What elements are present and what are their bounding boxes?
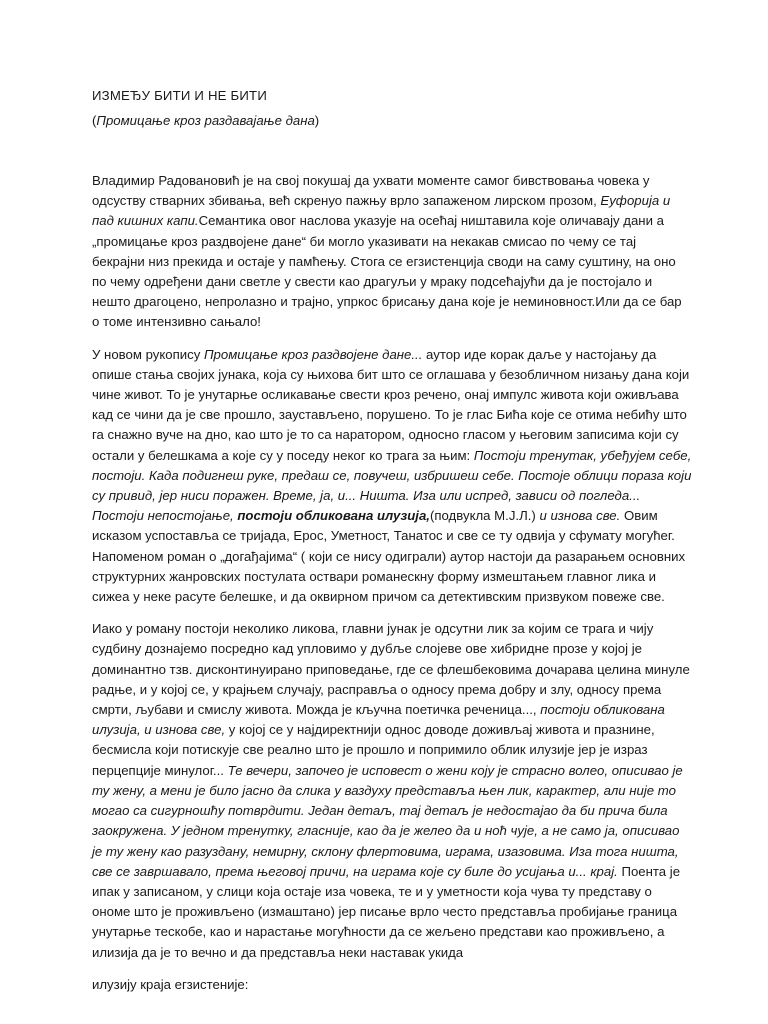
document-page — [92, 86, 692, 1007]
paragraph-2: У новом рукопису Промицање кроз раздвојене дане... аутор иде корак даље у настојању да опише стања својих јунака, која су њихова бит што се оглашава у безобличном низању дана који чине живот. То је унутарње осликавање свести кроз речено, онај импулс живота који оживљава кад се чини да је све прошло, заустављено, порушено. То је глас Бића које се отима небићу што га снажно вуче на дно, као што је то са наратором, односно гласом у његовим записима који су остали у белешкама а које су у поседу неког ко трага за њим: Постоји тренутак, убеђујем себе, постоји. Када подигнеш руке, предаш се, повучеш, избришеш себе. Постоје облици пораза који су привид, јер ниси поражен. Време, ја, и... Ништа. Иза или испред, зависи од погледа... Постоји непостојање, постоји обликована илузија,(подвукла М.Ј.Л.) и изнова све. Овим исказом успоставља се тријада, Ерос, Уметност, Танатос и све се ту одвија у сфумату могућег. Напоменом роман о „догађајима“ ( који се нису одиграли) аутор настоји да разарањем основних структурних жанровских постулата оствари романескну форму измештањем главног лика и сижеа у неке расуте белешке, и да оквирном причом са детективским призвуком повеже све. — [92, 346, 692, 605]
emphasis-italic-text: Те вечери, започео је исповест о жени коју је страсно волео, описивао је ту жену, а мени је било јасно да слика у ваздуху представља њен лик, карактер, али није то могао са сигурношћу потврдити. Један детаљ, тај детаљ је недостајао да би прича била заокружена. У једном тренутку, гласније, као да је желео да и ноћ чује, а не само ја, описивао је ту жену као разуздану, немирну, склону флертовима, играма, изазовима. Иза тога ништа, све се завршавало, према његовој причи, на играма које су биле до усијања и... крај. — [92, 762, 683, 879]
emphasis-italic-text: постоји обликована илузија, и изнова све, — [92, 702, 665, 738]
paragraph-4: илузију краја егзистеније: — [92, 976, 249, 992]
subtitle-italic-text: Промицање кроз раздавајање дана — [96, 113, 315, 128]
emphasis-italic-text: Промицање кроз раздвојене дане... — [203, 346, 423, 362]
emphasis-italic-text: Еуфорија и пад кишних капи. — [92, 193, 671, 229]
paragraph-1: Владимир Радовановић је на свој покушај да ухвати моменте самог бивствовања човека у одсуству стварних збивања, већ скренуо пажњу врло запаженом лирском прозом, Еуфорија и пад кишних капи.Семантика овог наслова указује на осећај ништавила које оличавају дани а „промицање кроз раздвојене дане“ би могло указивати на некакав смисао по чему се тај бекрајни низ прекида и остаје у памћењу. Стога се егзистенција своди на саму суштину, на оно по чему одређени дани светле у свести као драгуљи у мраку подсећајући да је постојало и нешто драгоцено, непролазно и трајно, упркос брисању дана које је неминовност.Или да се бар о томе интензивно сањало! — [92, 173, 682, 330]
emphasis-italic-text: и изнова све. — [539, 508, 621, 524]
emphasis-bold-text: постоји обликована илузија, — [237, 508, 430, 524]
document-subtitle: (Промицање кроз раздавајање дана) — [92, 113, 320, 128]
document-title: ИЗМЕЂУ БИТИ И НЕ БИТИ — [92, 88, 267, 103]
paragraph-3: Иако у роману постоји неколико ликова, главни јунак је одсутни лик за којим се трага и чију судбину дознајемо посредно кад упловимо у дубље слојеве ове хибридне прозе у којој је доминантно тзв. дисконтинуирано приповедање, где се флешбековима дочарава целина минуле радње, и у којој се, у крајњем случају, расправља о односу према добру и злу, односу према смрти, љубави и смислу живота. Можда је кључна поетичка реченица..., постоји обликована илузија, и изнова све, у којој се у најдиректнији однос доводе доживљај живота и празнине, бесмисла који потискује све реално што је прошло и попримило облик илузије јер је израз перцепције минулог... Те вечери, започео је исповест о жени коју је страсно волео, описивао је ту жену, а мени је било јасно да слика у ваздуху представља њен лик, карактер, али није то могао са сигурношћу потврдити. Један детаљ, тај детаљ је недостајао да би прича била заокружена. У једном тренутку, гласније, као да је желео да и ноћ чује, а не само ја, описивао је ту жену као разуздану, немирну, склону флертовима, играма, изазовима. Иза тога ништа, све се завршавало, према његовој причи, на играма које су биле до усијања и... крај. Поента је ипак у записаном, у слици која остаје иза човека, те и у уметности која чува ту представу о ономе што је проживљено (измаштано) јер писање врло често представља пробијање граница унутарње тескобе, као и нарастање могућности да се жељено представи као проживљено, а илизија да је то вечно и да представља неки наставак укида — [92, 621, 690, 960]
emphasis-italic-text: Постоји тренутак, убеђујем себе, постоји. Када подигнеш руке, предаш се, повучеш, избришеш себе. Постоје облици пораза који су привид, јер ниси поражен. Време, ја, и... Ништа. Иза или испред, зависи од погледа... Постоји непостојање, — [92, 447, 692, 524]
